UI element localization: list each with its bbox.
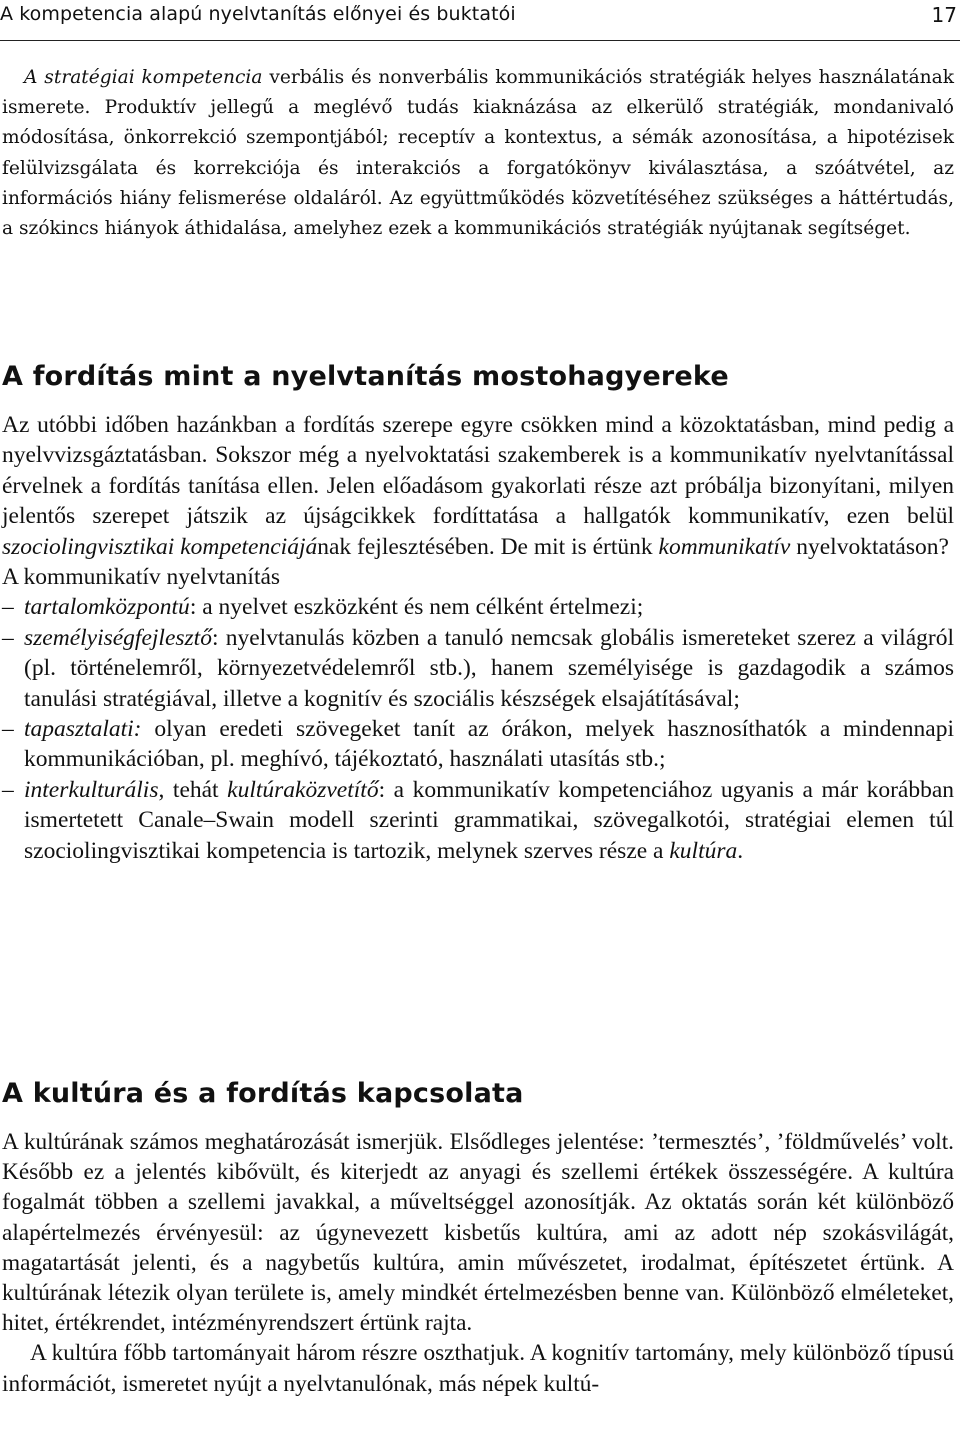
dash-marker: – [2,594,14,621]
list-text: , tehát [158,776,228,803]
paragraph-text: nyelvoktatáson? [790,533,949,560]
list-term: kultúraközvetítő [227,776,379,803]
running-head [0,0,960,41]
emphasis-text: kommunikatív [658,533,791,560]
section2-paragraph-1: A kultúrának számos meghatározását ismerjük. Elsődleges jelentése: ’termesztés’, ’földművelés’ volt. Később ez a jelentés kibővült, és kiterjedt az anyagi és szellemi értékek összességére. A kultúra fogalmát többen a szellemi javakkal, a műveltséggel azonosítják. Az oktatás során két különböző alapértelmezés érvényesül: az úgynevezett kisbetűs kultúra, ami az adott nép szokásvilágát, magatartását jelenti, és a nagybetűs kultúra, amin művészetet, irodalmat, építészetet értünk. A kultúrának létezik olyan területe is, amely mindkét értelmezésben benne van. Különböző elméleteket, hitet, értékrendet, intézményrendszert értünk rajta. [2,1129,954,1337]
emphasis-text: szociolingvisztikai kompetenciájá [2,533,318,560]
list-item [2,623,954,714]
section2-paragraph-2: A kultúra főbb tartományait három részre oszthatjuk. A kognitív tartomány, mely különböző típusú információt, ismeretet nyújt a nyelvtanulónak, más népek kultú- [2,1340,954,1397]
paragraph-text: nak fejlesztésében. De mit is értünk [317,533,659,560]
list-text: : a kommunikatív kompetenciához ugyanis a már korábban ismertetett Canale–Swain modell szerinti grammatikai, szövegalkotói, stratégiai elemen túl szociolingvisztikai kompetencia is tartozik, melynek szerves része a [24,776,955,864]
list-term: személyiségfejlesztő [24,624,212,651]
feature-list [2,592,954,866]
intro-paragraph [2,63,954,244]
paragraph-text: Az utóbbi időben hazánkban a fordítás szerepe egyre csökken mind a közoktatásban, mind pedig a nyelvvizsgáztatásban. Sokszor még a nyelvoktatási szakemberek is a kommunikatív nyelvtanítással érvelnek a fordítás tanítása ellen. Jelen előadásom gyakorlati része azt próbálja bizonyítani, milyen jelentős szerepet játszik az újságcikkek fordíttatása a hallgatók kommunikatív, ezen belül [2,412,954,530]
dash-marker: – [2,624,14,651]
list-term: tartalomközpontú [24,594,190,621]
list-intro: A kommunikatív nyelvtanítás [2,564,281,591]
list-item [2,592,954,622]
section1-paragraph [2,410,954,562]
list-text: : nyelvtanulás közben a tanuló nemcsak globális ismereteket szerez a világról (pl. történelemről, környezetvédelemről stb.), hanem személyisége is gazdagodik a számos tanulási stratégiával, illetve a kognitív és szociális készségek elsajátításával; [24,624,954,712]
section-heading-culture: A kultúra és a fordítás kapcsolata [2,1078,524,1109]
list-term: interkulturális [24,776,159,803]
running-head-title: A kompetencia alapú nyelvtanítás előnyei és buktatói [0,3,516,25]
section-heading-translation: A fordítás mint a nyelvtanítás mostohagyereke [2,361,729,392]
list-text: . [737,837,744,864]
list-term: tapasztalati: [24,716,142,743]
list-item [2,775,954,866]
dash-marker: – [2,776,14,803]
intro-text: verbális és nonverbális kommunikációs stratégiák helyes használatának ismerete. Produktív jellegű a meglévő tudás kiaknázása az elkerülő stratégiák, mondanivaló módosítása, önkorrekció szempontjából; receptív a kontextus, a sémák azonosítása, a hipotézisek felülvizsgálata és korrekciója és interakciós a forgatókönyv kiválasztása, a szóátvétel, az információs hiány felismerése oldaláról. Az együttműködés közvetítéséhez szükséges a háttértudás, a szókincs hiányok áthidalása, amelyhez ezek a kommunikációs stratégiák nyújtanak segítséget. [2,67,954,240]
list-term: kultúra [669,837,738,864]
section2-body [2,1127,954,1399]
intro-term: A stratégiai kompetencia [24,67,263,88]
dash-marker: – [2,716,14,743]
list-item [2,714,954,775]
list-text: : a nyelvet eszközként és nem célként értelmezi; [189,594,644,621]
section1-body [2,410,954,866]
page-number: 17 [931,3,957,27]
list-text: olyan eredeti szövegeket tanít az órákon, melyek hasznosíthatók a mindennapi kommunikációban, pl. meghívó, tájékoztató, használati utasítás stb.; [24,716,954,773]
